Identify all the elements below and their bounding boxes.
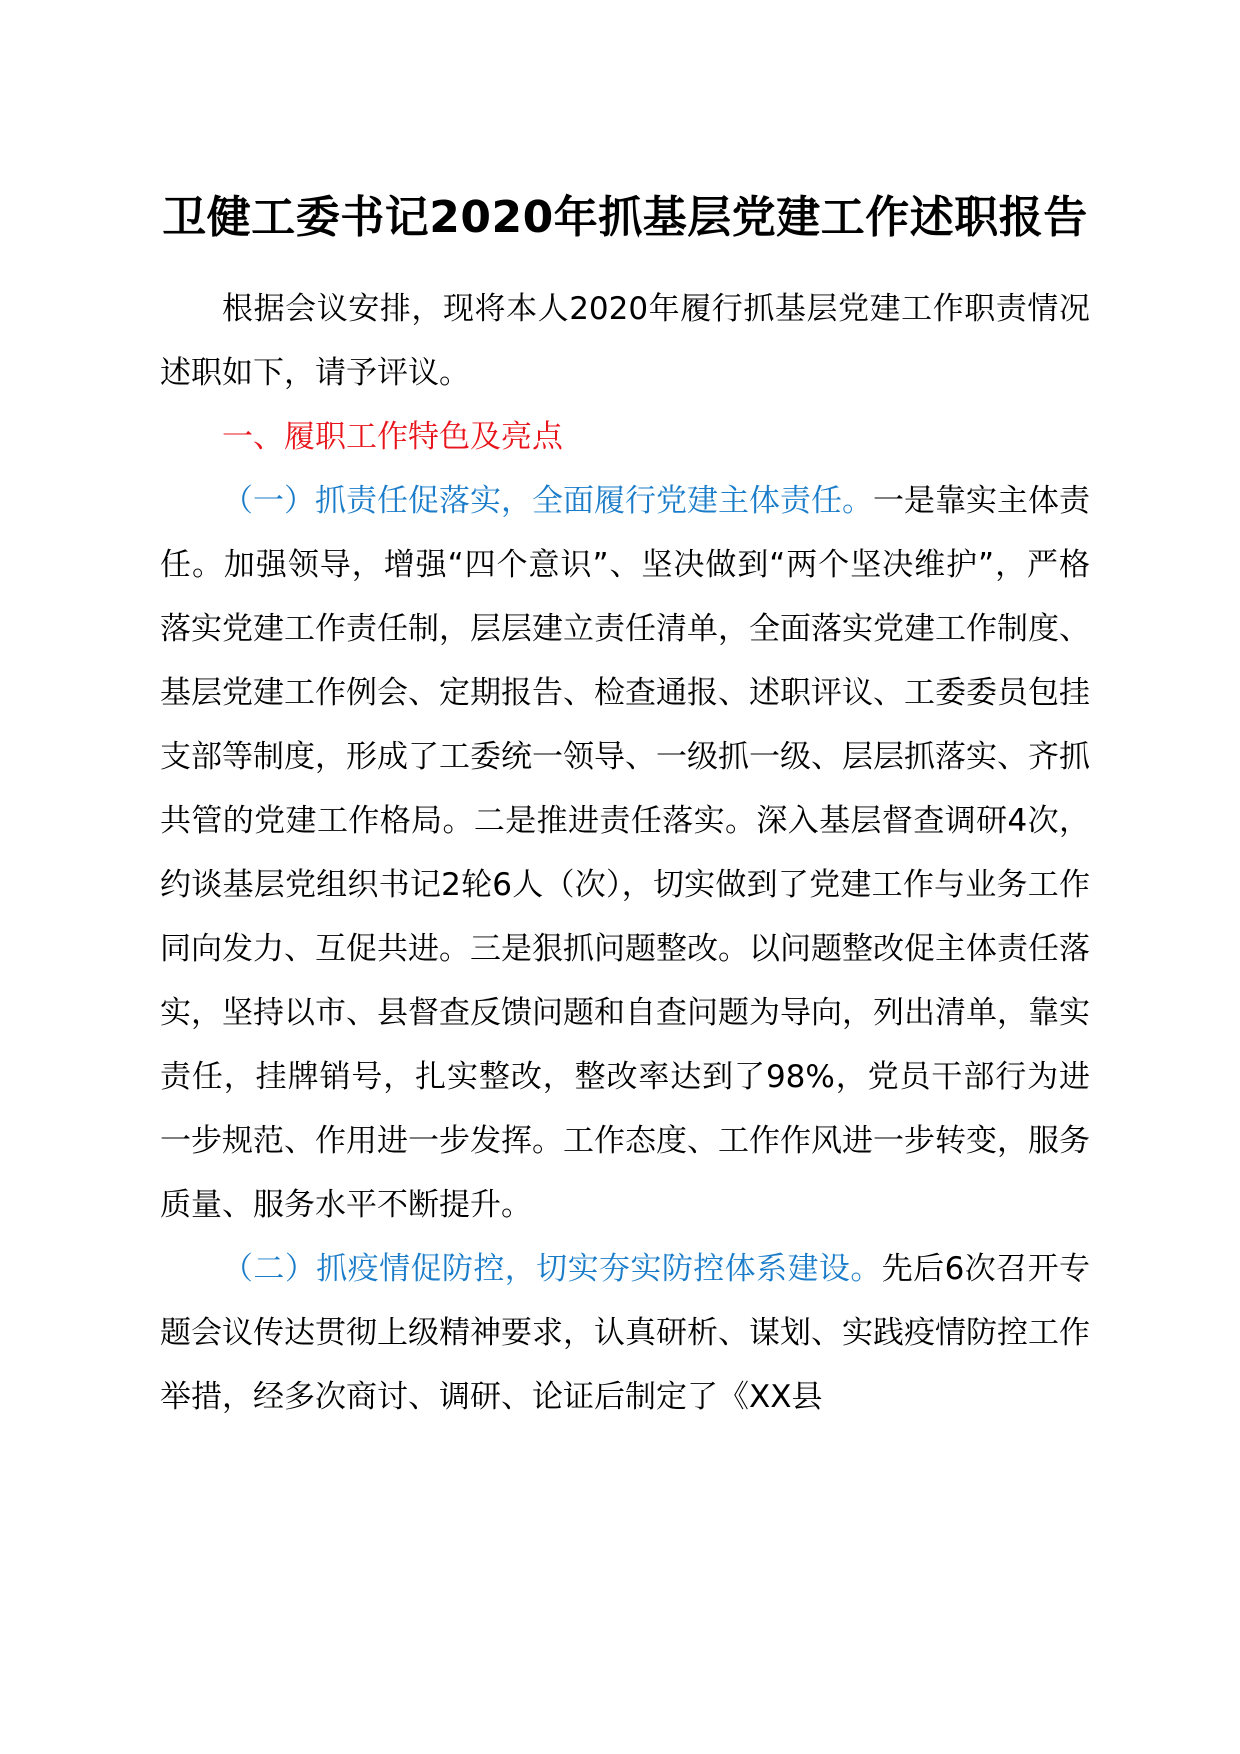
subsection-1-heading: （一）抓责任促落实，全面履行党建主体责任。 — [222, 483, 873, 519]
document-page — [160, 185, 1090, 1429]
document-title: 卫健工委书记2020年抓基层党建工作述职报告 — [162, 192, 1088, 243]
intro-paragraph: 根据会议安排，现将本人2020年履行抓基层党建工作职责情况述职如下，请予评议。 — [160, 291, 1090, 391]
subsection-1-body: 一是靠实主体责任。加强领导，增强“四个意识”、坚决做到“两个坚决维护”，严格落实党建工作责任制，层层建立责任清单，全面落实党建工作制度、基层党建工作例会、定期报告、检查通报、述职评议、工委委员包挂支部等制度，形成了工委统一领导、一级抓一级、层层抓落实、齐抓共管的党建工作格局。二是推进责任落实。深入基层督查调研4次，约谈基层党组织书记2轮6人（次），切实做到了党建工作与业务工作同向发力、互促共进。三是狠抓问题整改。以问题整改促主体责任落实，坚持以市、县督查反馈问题和自查问题为导向，列出清单，靠实责任，挂牌销号，扎实整改，整改率达到了98%，党员干部行为进一步规范、作用进一步发挥。工作态度、工作作风进一步转变，服务质量、服务水平不断提升。 — [160, 483, 1090, 1223]
section-heading-1: 一、履职工作特色及亮点 — [222, 419, 563, 455]
subsection-2-paragraph — [160, 1237, 1090, 1429]
subsection-1-paragraph — [160, 469, 1090, 1237]
subsection-2-body: 先后6次召开专题会议传达贯彻上级精神要求，认真研析、谋划、实践疫情防控工作举措，经多次商讨、调研、论证后制定了《XX县 — [160, 1251, 1090, 1415]
subsection-2-heading: （二）抓疫情促防控，切实夯实防控体系建设。 — [222, 1251, 882, 1287]
